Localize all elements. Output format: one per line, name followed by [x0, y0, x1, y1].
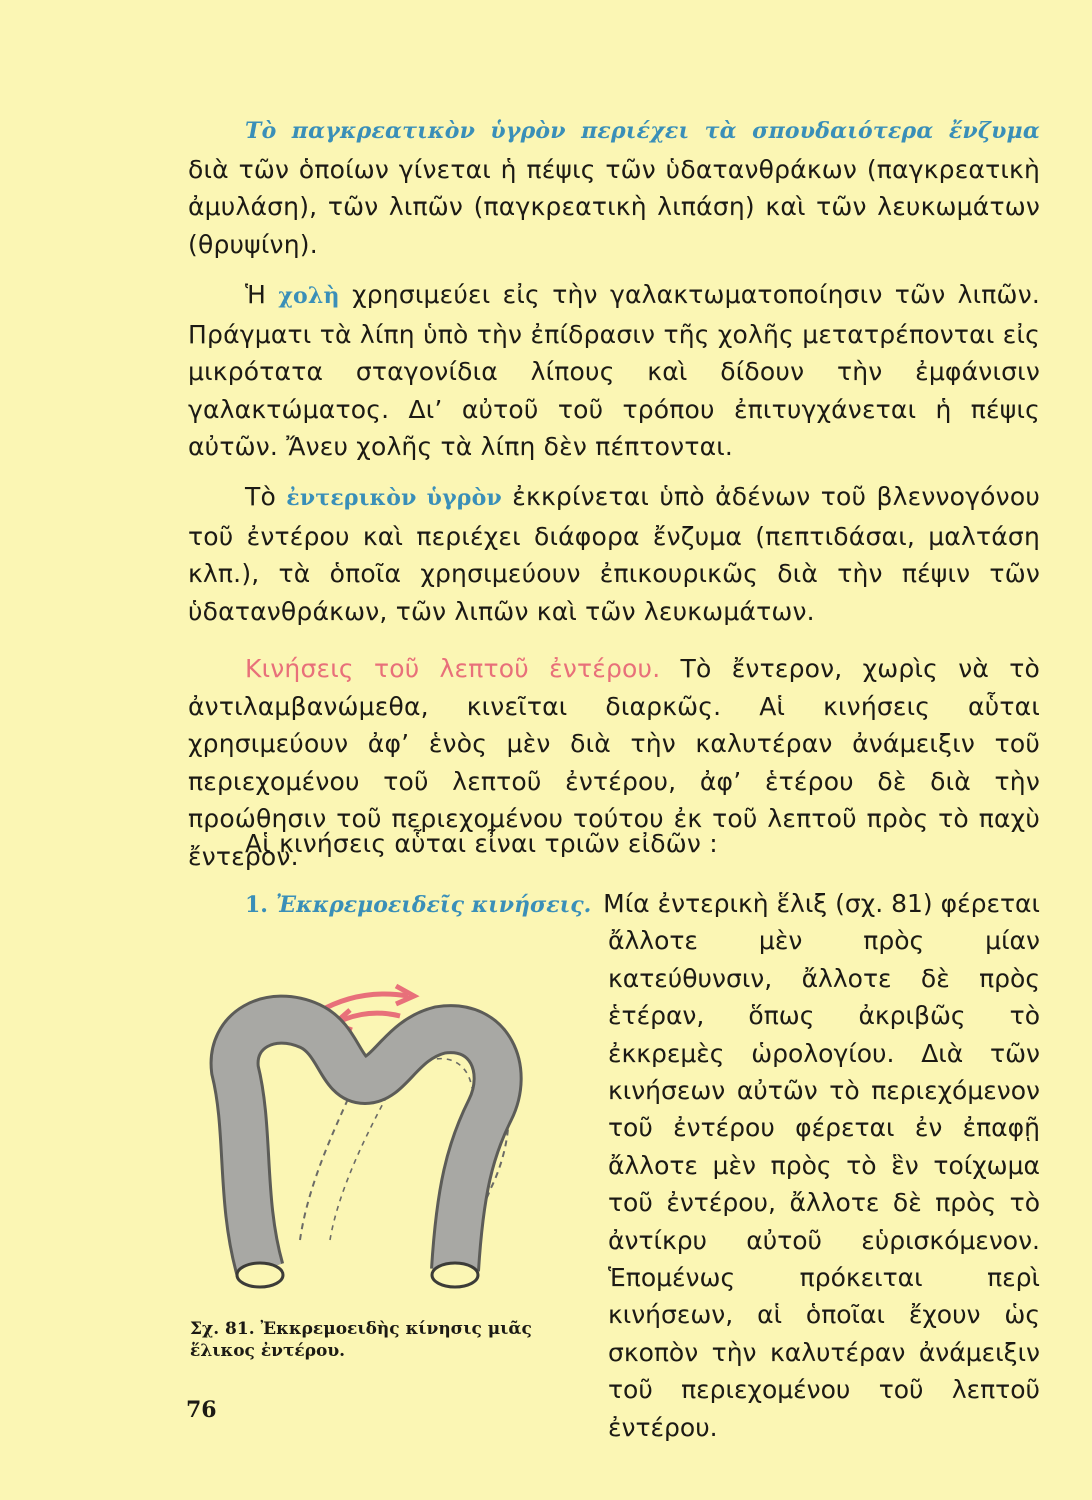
paragraph-lead: Ἡ: [245, 280, 279, 309]
paragraph-bile: [188, 276, 1040, 466]
subsection-body: [603, 885, 1040, 1446]
paragraph-text: διὰ τῶν ὁποίων γίνεται ἡ πέψις τῶν ὑδατανθράκων (παγκρεατικὴ ἀμυλάση), τῶν λιπῶν (παγκρεατικὴ λιπάση) καὶ τῶν λευκωμάτων (θρυψίνη).: [188, 154, 1040, 259]
paragraph-pancreatic-juice: [188, 111, 1040, 263]
figure-caption: Σχ. 81. Ἐκκρεμοειδὴς κίνησις μιᾶς ἕλικος ἐντέρου.: [190, 1319, 532, 1361]
subsection-text: ἄλλοτε μὲν πρὸς μίαν κατεύθυνσιν, ἄλλοτε δὲ πρὸς ἑτέραν, ὅπως ἀκριβῶς τὸ ἐκκρεμὲς ὡρολογίου. Διὰ τῶν κινήσεων αὐτῶν τὸ περιεχόμενον τοῦ ἐντέρου φέρεται ἐν ἐπαφῇ ἄλλοτε μὲν πρὸς τὸ ἓν τοίχωμα τοῦ ἐντέρου, ἄλλοτε δὲ πρὸς τὸ ἀντίκρυ αὐτοῦ εὑρισκόμενον. Ἑπομένως πρόκειται περὶ κινήσεων, αἱ ὁποῖαι ἔχουν ὡς σκοπὸν τὴν καλυτέραν ἀνάμειξιν τοῦ περιεχομένου τοῦ λεπτοῦ ἐντέρου.: [608, 926, 1040, 1442]
subsection-first-line: Μία ἐντερικὴ ἕλιξ (σχ. 81) φέρεται: [603, 889, 1040, 918]
paragraph-three-kinds: Αἱ κινήσεις αὗται εἶναι τριῶν εἰδῶν :: [245, 829, 718, 858]
intestine-loop-figure: [190, 930, 590, 1310]
section-heading-movements: Κινήσεις τοῦ λεπτοῦ ἐντέρου.: [245, 654, 661, 683]
paragraph-intestinal-juice: [188, 478, 1040, 630]
paragraph-text: Τὸ ἔντερον, χωρὶς νὰ τὸ ἀντιλαμβανώμεθα, κινεῖται διαρκῶς. Αἱ κινήσεις αὗται χρησιμεύουν ἀφ’ ἑνὸς μὲν διὰ τὴν καλυτέραν ἀνάμειξιν τοῦ περιεχομένου τοῦ λεπτοῦ ἐντέρου, ἀφ’ ἑτέρου δὲ διὰ τὴν προώθησιν τοῦ περιεχομένου τούτου ἐκ τοῦ λεπτοῦ πρὸς τὸ παχὺ ἔντερον.: [188, 654, 1041, 871]
term-intestinal-juice: ἐντερικὸν ὑγρὸν: [286, 485, 502, 511]
subsection-title: Ἐκκρεμοειδεῖς κινήσεις.: [275, 892, 592, 918]
arrow-right-icon: [318, 994, 408, 1012]
subsection-number: 1.: [245, 892, 268, 918]
paragraph-lead: Τὸ: [245, 482, 287, 511]
intestine-opening-right: [432, 1263, 478, 1287]
intestine-opening-left: [237, 1263, 283, 1287]
subsection-heading: [245, 885, 605, 924]
paragraph-text: χρησιμεύει εἰς τὴν γαλακτωματοποίησιν τῶν λιπῶν. Πράγματι τὰ λίπη ὑπὸ τὴν ἐπίδρασιν τῆς χολῆς μετατρέπονται εἰς μικρότατα σταγονίδια λίπους καὶ δίδουν τὴν ἐμφάνισιν γαλακτώματος. Δι’ αὐτοῦ τοῦ τρόπου ἐπιτυγχάνεται ἡ πέψις αὐτῶν. Ἄνευ χολῆς τὰ λίπη δὲν πέπτονται.: [188, 280, 1041, 461]
page-number: 76: [186, 1397, 217, 1423]
paragraph-text: ἐκκρίνεται ὑπὸ ἀδένων τοῦ βλεννογόνου τοῦ ἐντέρου καὶ περιέχει διάφορα ἔνζυμα (πεπτιδάσαι, μαλτάση κλπ.), τὰ ὁποῖα χρησιμεύουν ἐπικουρικῶς διὰ τὴν πέψιν τῶν ὑδατανθράκων, τῶν λιπῶν καὶ τῶν λευκωμάτων.: [188, 482, 1040, 626]
term-bile: χολὴ: [278, 283, 340, 309]
term-pancreatic-juice: Τὸ παγκρεατικὸν ὑγρὸν περιέχει τὰ σπουδαιότερα ἔνζυμα: [245, 118, 1040, 144]
